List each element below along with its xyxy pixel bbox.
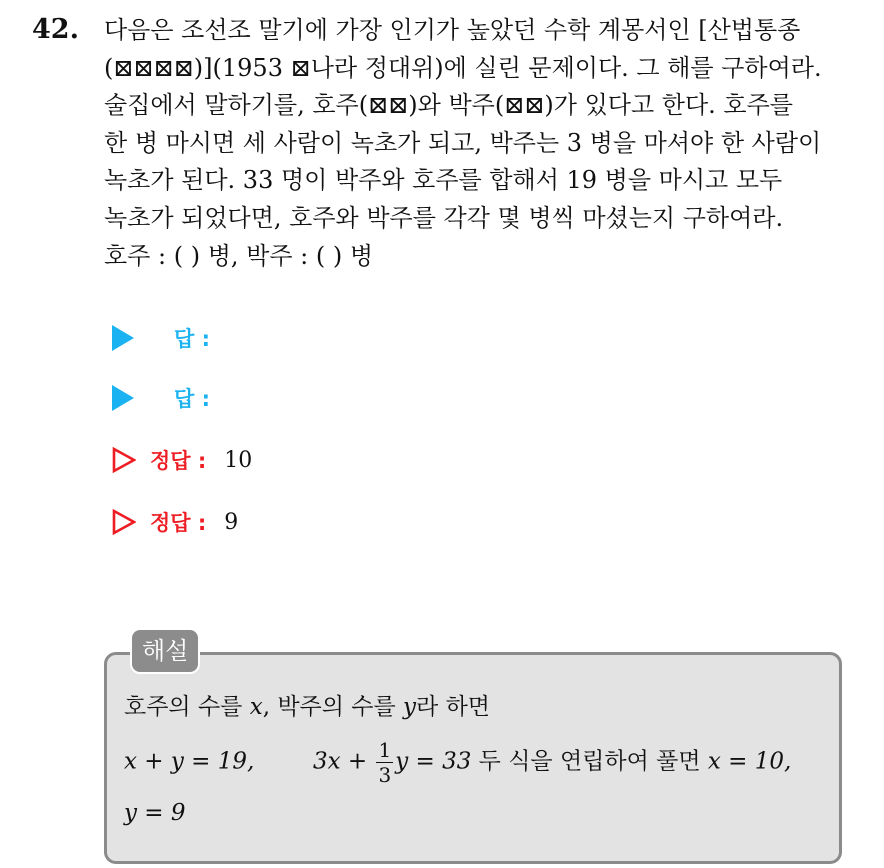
- explanation-text: 호주의 수를: [124, 694, 250, 720]
- explanation-text: 두 식을 연립하여 풀면: [471, 748, 708, 775]
- correct-answer-label: 정답 :: [150, 449, 207, 473]
- play-triangle-icon: [112, 325, 134, 351]
- question-line: 다음은 조선조 말기에 가장 인기가 높았던 수학 계몽서인 [산법통종: [104, 16, 801, 44]
- answer-label: 답 :: [174, 387, 210, 411]
- correct-answer-label: 정답 :: [150, 511, 207, 535]
- explanation-text: , 박주의 수를: [262, 694, 404, 720]
- correct-answer-value: 10: [224, 447, 253, 473]
- question-number: 42.: [32, 14, 79, 45]
- explanation-tab: 해설: [130, 628, 200, 674]
- correct-answer-row-2: [112, 504, 238, 540]
- answer-row-2[interactable]: [112, 380, 228, 416]
- question-line: 녹초가 되었다면, 호주와 박주를 각각 몇 병씩 마셨는지 구하여라.: [104, 203, 784, 232]
- question-line: 술집에서 말하기를, 호주(⊠⊠)와 박주(⊠⊠)가 있다고 한다. 호주를: [104, 91, 793, 120]
- answer-row-1[interactable]: [112, 320, 228, 356]
- explanation-line-2: [124, 740, 791, 785]
- question-line: 한 병 마시면 세 사람이 녹초가 되고, 박주는 3 병을 마셔야 한 사람이: [104, 128, 822, 157]
- answer-label: 답 :: [174, 327, 210, 351]
- question-line: 녹초가 된다. 33 명이 박주와 호주를 합해서 19 병을 마시고 모두: [104, 166, 783, 195]
- explanation-line-1: [124, 688, 490, 721]
- question-line: (⊠⊠⊠⊠)](1953 ⊠나라 정대위)에 실린 문제이다. 그 해를 구하여라.: [104, 53, 822, 82]
- play-triangle-icon: [112, 385, 134, 411]
- equation-1: x + y = 19,: [124, 748, 255, 775]
- question-line: 호주 : ( ) 병, 박주 : ( ) 병: [104, 241, 374, 270]
- result-y: y = 9: [124, 800, 186, 826]
- equation-2-right: y = 33: [395, 748, 472, 775]
- outline-triangle-icon: [112, 509, 136, 535]
- variable-x: x: [249, 694, 263, 720]
- explanation-text: 라 하면: [416, 694, 491, 720]
- question-text: [104, 12, 874, 275]
- outline-triangle-icon: [112, 447, 136, 473]
- fraction-numerator: 1: [378, 738, 392, 762]
- correct-answer-value: 9: [224, 509, 239, 535]
- fraction-denominator: 3: [378, 763, 392, 787]
- correct-answer-row-1: [112, 442, 252, 478]
- explanation-line-3: [124, 800, 186, 826]
- variable-y: y: [403, 694, 417, 720]
- equation-2-left: 3x +: [312, 748, 368, 775]
- result-x: x = 10,: [707, 748, 792, 775]
- fraction: [376, 740, 393, 785]
